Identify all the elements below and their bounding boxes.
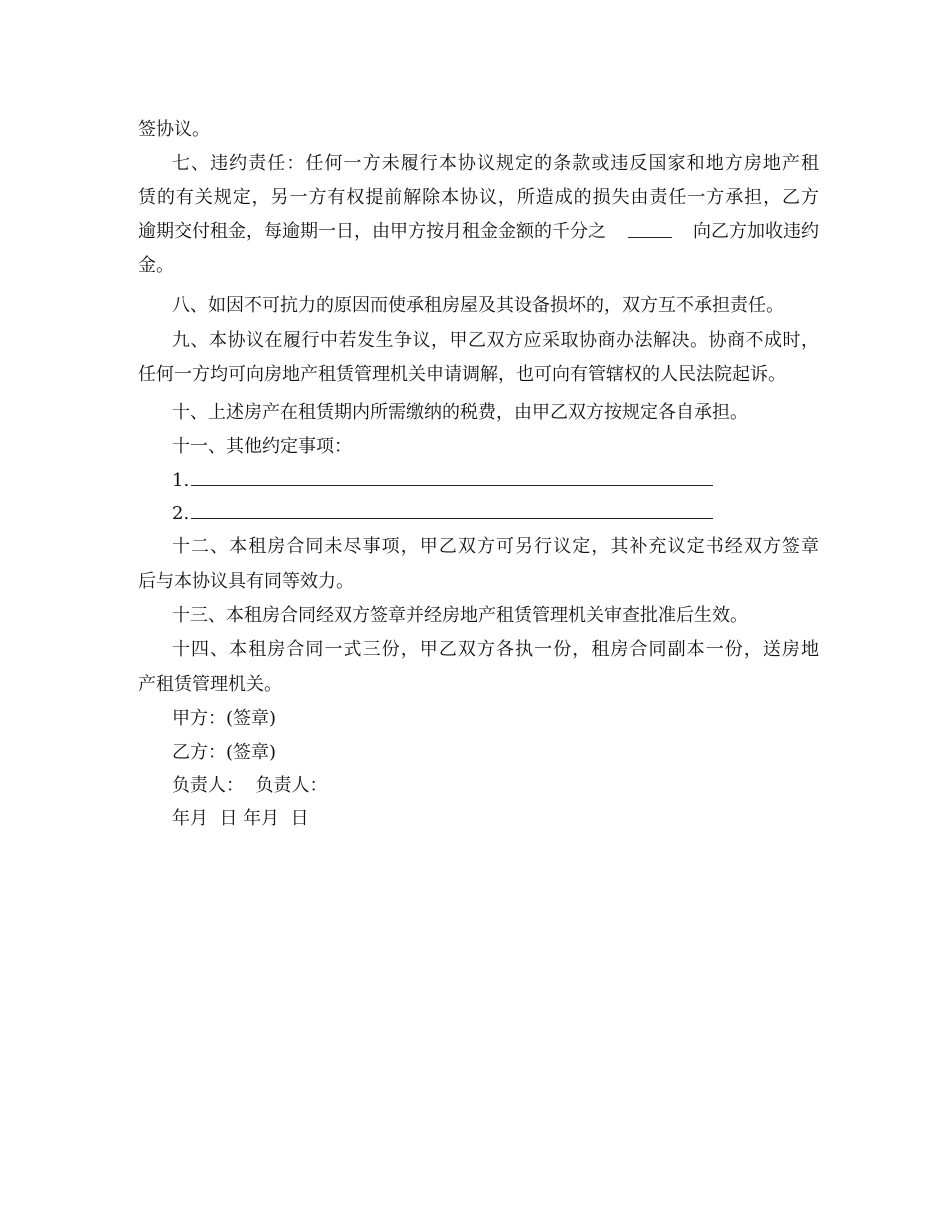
other-item-2-number: 2. (172, 503, 190, 524)
clause-14-line-2: 产租赁管理机关。 (138, 674, 282, 695)
clause-7-line-1: 七、违约责任：任何一方未履行本协议规定的条款或违反国家和地方房地产租 (172, 153, 819, 174)
clause-7-line-3 (138, 223, 819, 241)
clause-12-line-1: 十二、本租房合同未尽事项，甲乙双方可另行议定，其补充议定书经双方签章 (172, 536, 819, 557)
penalty-rate-blank[interactable] (628, 223, 672, 238)
clause-7-line-2: 赁的有关规定，另一方有权提前解除本协议，所造成的损失由责任一方承担，乙方 (138, 187, 819, 208)
other-item-1 (172, 471, 713, 490)
signing-dates: 年月 日 年月 日 (172, 808, 309, 829)
paragraph-continuation: 签协议。 (138, 119, 210, 140)
party-b-signature: 乙方：(签章) (172, 742, 277, 763)
clause-13: 十三、本租房合同经双方签章并经房地产租赁管理机关审查批准后生效。 (172, 605, 748, 626)
party-a-signature: 甲方：(签章) (172, 708, 277, 729)
clause-7-line-3-end: 向乙方加收违约 (693, 221, 819, 242)
other-item-1-number: 1. (172, 470, 190, 491)
clause-7-line-3-start: 逾期交付租金，每逾期一日，由甲方按月租金金额的千分之 (138, 221, 606, 242)
clause-12-line-2: 后与本协议具有同等效力。 (138, 571, 354, 592)
clause-10: 十、上述房产在租赁期内所需缴纳的税费，由甲乙双方按规定各自承担。 (172, 402, 748, 423)
other-item-2-blank[interactable] (191, 504, 713, 519)
clause-11: 十一、其他约定事项： (172, 436, 352, 457)
clause-9-line-1: 九、本协议在履行中若发生争议，甲乙双方应采取协商办法解决。协商不成时， (172, 330, 819, 351)
clause-8: 八、如因不可抗力的原因而使承租房屋及其设备损坏的，双方互不承担责任。 (172, 295, 784, 316)
other-item-2 (172, 504, 713, 523)
clause-14-line-1: 十四、本租房合同一式三份，甲乙双方各执一份，租房合同副本一份，送房地 (172, 639, 819, 660)
clause-9-line-2: 任何一方均可向房地产租赁管理机关申请调解，也可向有管辖权的人民法院起诉。 (138, 364, 786, 385)
other-item-1-blank[interactable] (191, 471, 713, 486)
clause-7-line-4: 金。 (138, 255, 174, 276)
responsible-persons: 负责人： 负责人： (172, 775, 328, 796)
